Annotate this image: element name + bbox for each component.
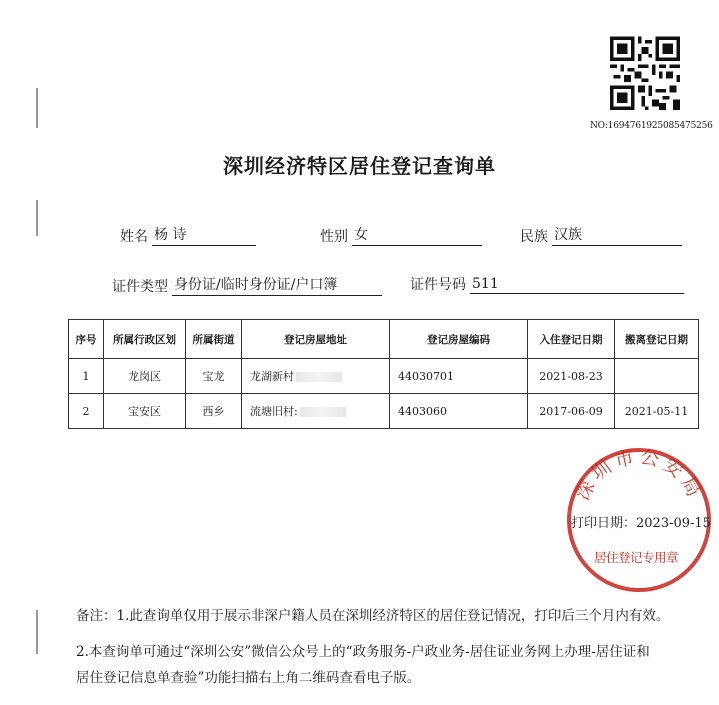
table-cell <box>615 359 699 394</box>
table-header: 序号 <box>69 320 104 359</box>
scan-edge-mark <box>36 200 38 236</box>
print-date: 打印日期：2023-09-15 <box>571 516 711 531</box>
id-type-label: 证件类型 <box>112 279 168 295</box>
gender-value: 女 <box>352 224 482 246</box>
id-type-value: 身份证/临时身份证/户口簿 <box>172 274 382 296</box>
table-header-row <box>69 320 699 359</box>
redaction-blur <box>296 372 342 382</box>
gender-field <box>320 224 482 246</box>
table-header: 所属街道 <box>186 320 242 359</box>
table-header: 登记房屋编码 <box>390 320 528 359</box>
scan-edge-mark <box>36 88 38 128</box>
gender-label: 性别 <box>320 229 348 245</box>
table-cell: 2017-06-09 <box>528 394 615 429</box>
name-field <box>120 224 256 246</box>
id-number-label: 证件号码 <box>410 277 466 293</box>
id-type-field <box>112 274 382 296</box>
address-text: 流塘旧村: <box>250 405 298 418</box>
document-title: 深圳经济特区居住登记查询单 <box>223 154 496 178</box>
qr-code <box>610 36 680 110</box>
ethnicity-field <box>520 224 682 246</box>
table-cell: 4403060 <box>390 394 528 429</box>
table-cell: 西乡 <box>186 394 242 429</box>
id-number-value: 511 <box>470 276 684 294</box>
name-value: 杨 诗 <box>152 224 256 246</box>
address-text: 龙湖新村 <box>250 370 294 383</box>
name-label: 姓名 <box>120 229 148 245</box>
table-header: 搬离登记日期 <box>615 320 699 359</box>
table-cell: 2021-08-23 <box>528 359 615 394</box>
note-1: 备注：1.此查询单仅用于展示非深户籍人员在深圳经济特区的居住登记情况，打印后三个月内有效。 <box>76 608 670 624</box>
seal-label: 居住登记专用章 <box>594 550 679 565</box>
table-cell <box>242 394 390 429</box>
scan-edge-mark <box>36 610 38 654</box>
table-cell: 宝安区 <box>104 394 186 429</box>
ethnicity-label: 民族 <box>520 229 548 245</box>
note-2-line-1: 2.本查询单可通过“深圳公安”微信公众号上的“政务服务-户政业务-居住证业务网上办理-居住证和 <box>76 644 650 660</box>
table-header: 入住登记日期 <box>528 320 615 359</box>
table-header: 所属行政区划 <box>104 320 186 359</box>
table-header: 登记房屋地址 <box>242 320 390 359</box>
table-cell <box>242 359 390 394</box>
document-number: NO:1694761925085475256 <box>590 121 713 131</box>
table-cell: 1 <box>69 359 104 394</box>
svg-text:深圳市公安局 <box>571 446 707 504</box>
registration-table <box>68 319 699 429</box>
table-row <box>69 394 699 429</box>
id-number-field <box>410 274 684 294</box>
table-cell: 2021-05-11 <box>615 394 699 429</box>
redaction-blur <box>300 407 346 417</box>
table-cell: 44030701 <box>390 359 528 394</box>
table-cell: 龙岗区 <box>104 359 186 394</box>
table-cell: 2 <box>69 394 104 429</box>
table-row <box>69 359 699 394</box>
seal-text: 深圳市公安局 <box>571 446 707 504</box>
table-cell: 宝龙 <box>186 359 242 394</box>
ethnicity-value: 汉族 <box>552 224 682 246</box>
note-2-line-2: 居住登记信息单查验”功能扫描右上角二维码查看电子版。 <box>76 670 421 686</box>
